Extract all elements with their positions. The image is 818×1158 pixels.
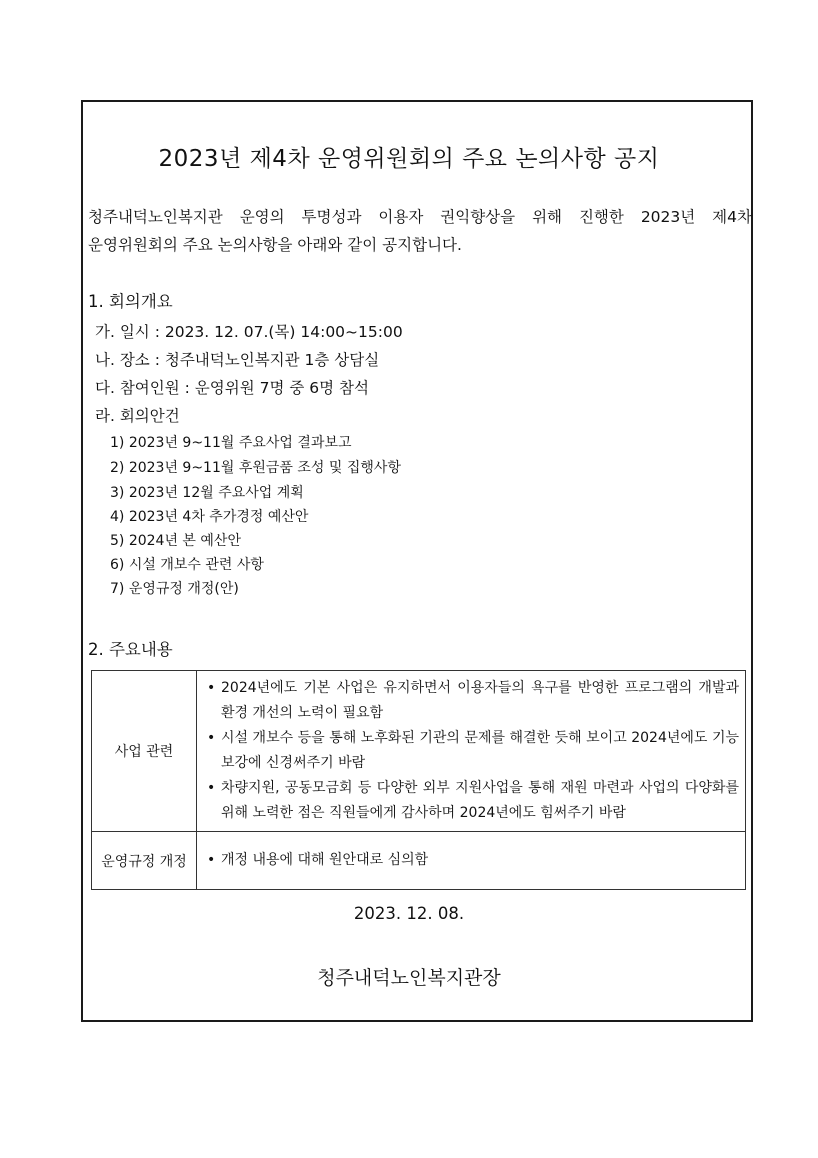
agenda-item: 7) 운영규정 개정(안)	[110, 581, 239, 597]
bullet-icon: •	[207, 852, 216, 868]
content-cell	[197, 671, 746, 832]
list-item-text: 개정 내용에 대해 원안대로 심의함	[221, 852, 429, 868]
signature: 청주내덕노인복지관장	[317, 967, 501, 989]
agenda-label: 라. 회의안건	[95, 407, 180, 425]
list-item	[205, 676, 739, 726]
content-cell	[197, 832, 746, 890]
meeting-place: 나. 장소 : 청주내덕노인복지관 1층 상담실	[95, 351, 380, 369]
agenda-item: 1) 2023년 9~11월 주요사업 결과보고	[110, 435, 352, 451]
category-cell: 운영규정 개정	[92, 832, 197, 890]
section-2-heading: 2. 주요내용	[88, 640, 173, 659]
intro-line-2: 운영위원회의 주요 논의사항을 아래와 같이 공지합니다.	[88, 236, 462, 254]
agenda-item: 5) 2024년 본 예산안	[110, 533, 241, 549]
table-row	[92, 671, 746, 832]
list-item	[205, 848, 739, 873]
section-1-heading: 1. 회의개요	[88, 292, 173, 311]
agenda-item: 4) 2023년 4차 추가경정 예산안	[110, 509, 309, 525]
notice-date: 2023. 12. 08.	[353, 904, 465, 923]
page-title: 2023년 제4차 운영위원회의 주요 논의사항 공지	[158, 146, 660, 172]
list-item	[205, 776, 739, 826]
intro-line-1: 청주내덕노인복지관 운영의 투명성과 이용자 권익향상을 위해 진행한 2023년 제4차	[88, 208, 752, 226]
bullet-icon: •	[207, 680, 216, 696]
bullet-icon: •	[207, 780, 216, 796]
bullet-icon: •	[207, 730, 216, 746]
agenda-item: 2) 2023년 9~11월 후원금품 조성 및 집행사항	[110, 460, 401, 476]
main-content-table	[91, 670, 746, 890]
agenda-item: 6) 시설 개보수 관련 사항	[110, 557, 264, 573]
list-item-text: 시설 개보수 등을 통해 노후화된 기관의 문제를 해결한 듯해 보이고 2024년에도 기능보강에 신경써주기 바람	[221, 730, 739, 771]
list-item-text: 차량지원, 공동모금회 등 다양한 외부 지원사업을 통해 재원 마련과 사업의 다양화를 위해 노력한 점은 직원들에게 감사하며 2024년에도 힘써주기 바람	[221, 780, 739, 821]
list-item	[205, 726, 739, 776]
table-row	[92, 832, 746, 890]
category-cell: 사업 관련	[92, 671, 197, 832]
meeting-attendees: 다. 참여인원 : 운영위원 7명 중 6명 참석	[95, 379, 369, 397]
meeting-datetime: 가. 일시 : 2023. 12. 07.(목) 14:00~15:00	[95, 323, 403, 341]
list-item-text: 2024년에도 기본 사업은 유지하면서 이용자들의 욕구를 반영한 프로그램의 개발과 환경 개선의 노력이 필요함	[221, 680, 739, 721]
agenda-item: 3) 2023년 12월 주요사업 계획	[110, 485, 304, 501]
